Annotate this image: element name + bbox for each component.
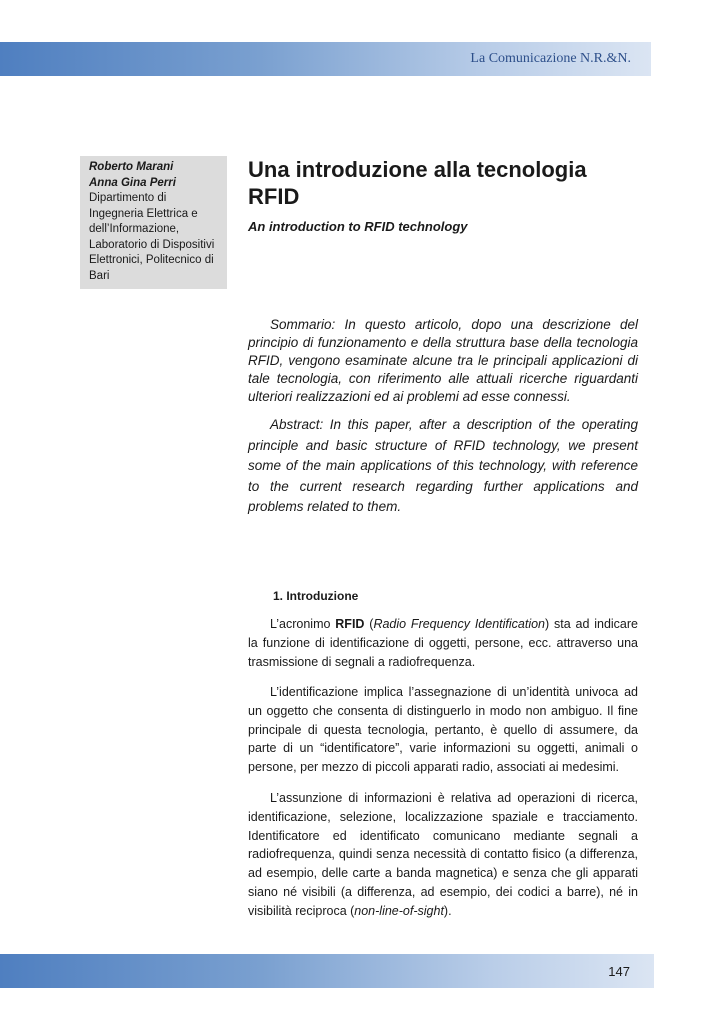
paragraph-3 bbox=[248, 789, 638, 921]
abstract: Abstract: In this paper, after a description of the operating principle and basic structure of RFID technology, we present some of the main applications of this technology, with reference to the current research regarding further applications and problems related to them. bbox=[248, 417, 638, 514]
author-box bbox=[80, 156, 227, 289]
section-heading: 1. Introduzione bbox=[273, 589, 359, 603]
article-subtitle: An introduction to RFID technology bbox=[248, 219, 468, 234]
footer-band bbox=[0, 954, 654, 988]
author-name-2: Anna Gina Perri bbox=[89, 176, 176, 189]
p1-text-c: ( bbox=[364, 617, 374, 631]
p3-nlos-term: non-line-of-sight bbox=[354, 903, 444, 918]
paragraph-2: L’identificazione implica l’assegnazione di un’identità univoca ad un oggetto che consenta di distinguerlo in modo non ambiguo. Il fine principale di questa tecnologia, pertanto, è quello di assumere, da parte di un “identificatore”, varie informazioni su oggetti, animali o persone, per mezzo di piccoli apparati radio, associati ai medesimi. bbox=[248, 685, 638, 775]
p1-rfid-term: RFID bbox=[335, 617, 365, 631]
p3-text-a: L’assunzione di informazioni è relativa ad operazioni di ricerca, identificazione, selezione, localizzazione spaziale e tracciamento. Identificatore ed identificato comunicano mediante segnali a radiofrequenza, quindi senza necessità di contatto fisico (a differenza, ad esempio, delle carte a banda magnetica) e senza che gli apparati siano né visibili (a differenza, ad esempio, dei codici a barre), né in visibilità reciproca ( bbox=[248, 791, 638, 918]
p1-expansion: Radio Frequency Identification bbox=[373, 617, 546, 631]
p3-text-c: ). bbox=[443, 903, 452, 918]
header-band bbox=[0, 42, 651, 76]
p1-text-a: L’acronimo bbox=[270, 617, 336, 631]
author-affiliation: Dipartimento di Ingegneria Elettrica e dell’Informazione, Laboratorio di Dispositivi Elettronici, Politecnico di Bari bbox=[89, 192, 215, 282]
author-name-1: Roberto Marani bbox=[89, 161, 174, 173]
page-number: 147 bbox=[608, 964, 630, 979]
article-title: Una introduzione alla tecnologia RFID bbox=[248, 157, 587, 209]
paragraph-1 bbox=[248, 615, 638, 671]
running-title: La Comunicazione N.R.&N. bbox=[470, 51, 631, 66]
sommario: Sommario: In questo articolo, dopo una descrizione del principio di funzionamento e della struttura base della tecnologia RFID, vengono esaminate alcune tra le principali applicazioni di tale tecnologia, con riferimento alle attuali ricerche riguardanti ulteriori realizzazioni ed ai problemi ad esse connessi. bbox=[248, 317, 638, 404]
p1-text-e: ) sta ad indicare la funzione di identificazione di oggetti, persone, ecc. attraverso una trasmissione di segnali a radiofrequenza. bbox=[248, 617, 639, 669]
